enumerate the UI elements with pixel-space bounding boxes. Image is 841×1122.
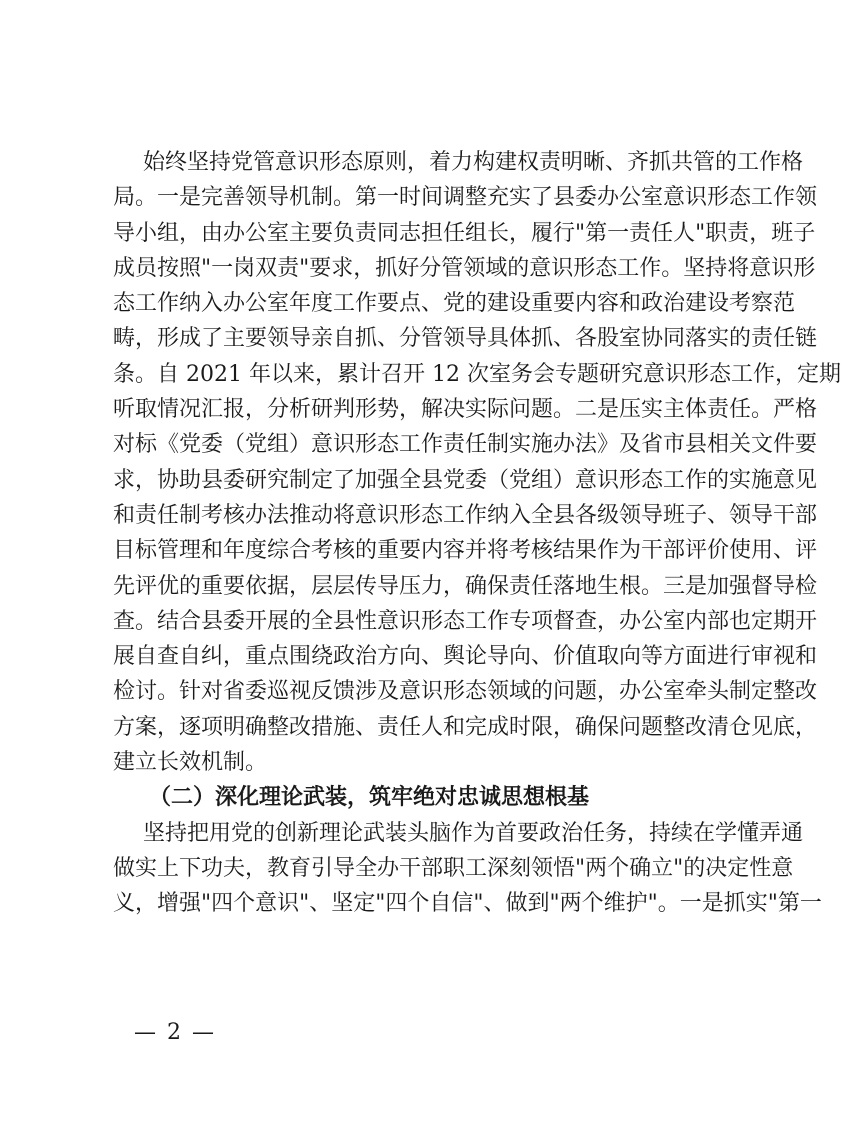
text-line: 听取情况汇报，分析研判形势，解决实际问题。二是压实主体责任。严格	[113, 397, 818, 423]
text-line: 义，增强"四个意识"、坚定"四个自信"、做到"两个维护"。一是抓实"第一	[113, 891, 822, 917]
text-line: 先评优的重要依据，层层传导压力，确保责任落地生根。三是加强督导检	[113, 573, 818, 599]
text-line: 局。一是完善领导机制。第一时间调整充实了县委办公室意识形态工作领	[113, 185, 818, 211]
section-heading: （二）深化理论武装，筑牢绝对忠诚思想根基	[149, 784, 590, 811]
text-line: 条。自 2021 年以来，累计召开 12 次室务会专题研究意识形态工作，定期	[113, 361, 841, 387]
text-line: 态工作纳入办公室年度工作要点、党的建设重要内容和政治建设考察范	[113, 291, 796, 317]
text-line: 成员按照"一岗双责"要求，抓好分管领域的意识形态工作。坚持将意识形	[113, 255, 816, 281]
paragraph-theory-arming	[113, 816, 822, 922]
text-line: 始终坚持党管意识形态原则，着力构建权责明晰、齐抓共管的工作格	[143, 150, 804, 175]
paragraph-ideology-responsibility	[113, 145, 841, 780]
text-line: 建立长效机制。	[113, 750, 268, 776]
text-line: 对标《党委（党组）意识形态工作责任制实施办法》及省市县相关文件要	[113, 432, 818, 458]
text-line: 和责任制考核办法推动将意识形态工作纳入全县各级领导班子、领导干部	[113, 502, 818, 528]
text-line: 查。结合县委开展的全县性意识形态工作专项督查，办公室内部也定期开	[113, 608, 818, 634]
text-line: 检讨。针对省委巡视反馈涉及意识形态领域的问题，办公室牵头制定整改	[113, 679, 818, 705]
document-body	[113, 145, 841, 922]
text-line: 方案，逐项明确整改措施、责任人和完成时限，确保问题整改清仓见底，	[113, 714, 818, 740]
text-line: 畴，形成了主要领导亲自抓、分管领导具体抓、各股室协同落实的责任链	[113, 326, 818, 352]
text-line: 导小组，由办公室主要负责同志担任组长，履行"第一责任人"职责，班子	[113, 220, 816, 246]
text-line: 展自查自纠，重点围绕政治方向、舆论导向、价值取向等方面进行审视和	[113, 644, 818, 670]
text-line: 坚持把用党的创新理论武装头脑作为首要政治任务，持续在学懂弄通	[143, 820, 804, 846]
text-line: 做实上下功夫，教育引导全办干部职工深刻领悟"两个确立"的决定性意	[113, 855, 794, 881]
text-line: 目标管理和年度综合考核的重要内容并将考核结果作为干部评价使用、评	[113, 538, 818, 564]
page-number: — 2 —	[134, 1020, 216, 1045]
text-line: 求，协助县委研究制定了加强全县党委（党组）意识形态工作的实施意见	[113, 467, 818, 493]
